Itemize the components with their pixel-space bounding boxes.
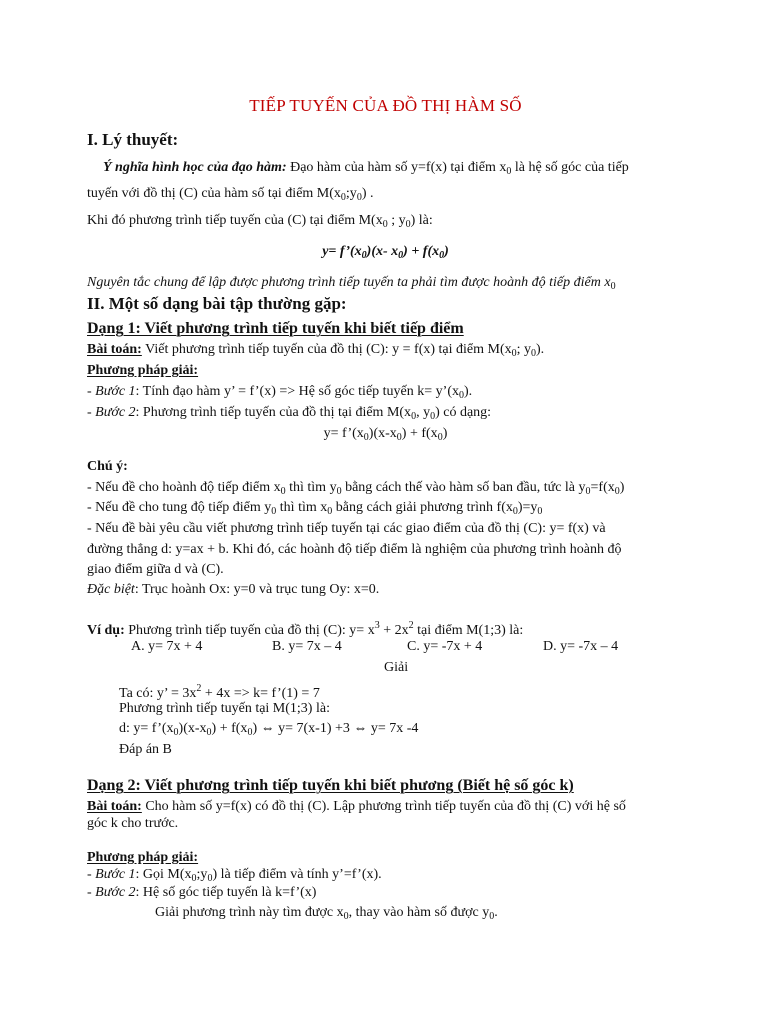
- body-text: : Trục hoành Ox: y=0 và trục tung Oy: x=0.: [134, 582, 380, 597]
- body-text: : Tính đạo hàm y’ = f’(x) => Hệ số góc tiếp tuyến k= y’(x: [135, 384, 459, 399]
- subscript: 0: [411, 411, 417, 422]
- body-text: Cho hàm số y=f(x) có đồ thị (C). Lập phương trình tiếp tuyến của đồ thị (C) với hệ số: [141, 799, 626, 814]
- subscript: 0: [405, 219, 411, 230]
- principle-line: [87, 274, 684, 296]
- dang-2-method-label: Phương pháp giải:: [87, 850, 199, 865]
- body-text: ) có dạng:: [435, 405, 492, 420]
- body-text: .: [494, 905, 498, 920]
- body-text: ).: [536, 342, 545, 357]
- subscript: 0: [340, 192, 346, 203]
- note-1: [87, 479, 684, 501]
- dang-1-step-2-formula: [87, 425, 684, 447]
- meaning-label: Ý nghĩa hình học của đạo hàm:: [103, 160, 287, 175]
- note-3-line-2: đường thẳng d: y=ax + b. Khi đó, các hoành độ tiếp điểm là nghiệm của phương trình hoành độ: [87, 542, 622, 557]
- step-label: Bước 2: [95, 405, 136, 420]
- dang-1-step-1: [87, 383, 684, 405]
- body-text: bằng cách giải phương trình f(x: [332, 500, 513, 515]
- subscript: 0: [531, 348, 537, 359]
- bullet: -: [87, 885, 96, 900]
- body-text: Khi đó phương trình tiếp tuyến của (C) tại điểm M(x: [87, 213, 383, 228]
- formula-text: y= f’(x: [322, 244, 362, 259]
- body-text: - Nếu đề cho tung độ tiếp điểm y: [87, 500, 272, 515]
- note-3-line-3: giao điểm giữa d và (C).: [87, 562, 224, 577]
- body-text: bằng cách thế vào hàm số ban đầu, tức là y: [341, 480, 586, 495]
- body-text: Phương trình tiếp tuyến của đồ thị (C): y= x: [124, 623, 375, 638]
- option-a: A. y= 7x + 4: [131, 639, 203, 654]
- body-text: )(x-x: [178, 721, 207, 736]
- subscript: 0: [398, 250, 404, 261]
- superscript: 3: [374, 620, 380, 631]
- then-line: [87, 212, 684, 234]
- meaning-text: ;y: [345, 186, 357, 201]
- formula-text: )(x-x: [368, 426, 397, 441]
- subscript: 0: [382, 219, 388, 230]
- body-text: , thay vào hàm số được y: [348, 905, 490, 920]
- step-label: Bước 1: [95, 867, 136, 882]
- subscript: 0: [439, 250, 445, 261]
- body-text: )=y: [517, 500, 538, 515]
- subscript: 0: [506, 166, 512, 177]
- body-text: + 2x: [379, 623, 409, 638]
- dang-2-problem-line-1: [87, 798, 684, 816]
- subscript: 0: [363, 432, 369, 443]
- body-text: ; y: [387, 213, 406, 228]
- bullet: -: [87, 405, 96, 420]
- option-d: D. y= -7x – 4: [543, 639, 619, 654]
- subscript: 0: [191, 873, 197, 884]
- step-label: Bước 1: [95, 384, 136, 399]
- answer-line: Đáp án B: [119, 742, 172, 757]
- section-1-heading: I. Lý thuyết:: [87, 130, 179, 149]
- subscript: 0: [327, 506, 333, 517]
- bullet: -: [87, 384, 96, 399]
- option-b: B. y= 7x – 4: [272, 639, 342, 654]
- step-label: Bước 2: [95, 885, 136, 900]
- body-text: - Nếu đề cho hoành độ tiếp điểm x: [87, 480, 281, 495]
- subscript: 0: [173, 727, 179, 738]
- section-2-heading: II. Một số dạng bài tập thường gặp:: [87, 294, 347, 313]
- subscript: 0: [206, 727, 212, 738]
- note-label: Chú ý:: [87, 459, 128, 474]
- subscript: 0: [343, 911, 349, 922]
- body-text: tại điểm M(1;3) là:: [413, 623, 524, 638]
- body-text: ): [619, 480, 625, 495]
- subscript: 0: [430, 411, 436, 422]
- principle-text: Nguyên tắc chung để lập được phương trình tiếp tuyến ta phải tìm được hoành độ tiếp điểm x: [87, 275, 611, 290]
- note-3-line-1: - Nếu đề bài yêu cầu viết phương trình tiếp tuyến tại các giao điểm của đồ thị (C): y= f(x) và: [87, 521, 606, 536]
- body-text: Giải phương trình này tìm được x: [155, 905, 344, 920]
- body-text: Viết phương trình tiếp tuyến của đồ thị (C): y = f(x) tại điểm M(x: [141, 342, 512, 357]
- formula-text: )(x- x: [366, 244, 399, 259]
- dang-2-heading: Dạng 2: Viết phương trình tiếp tuyến khi biết phương (Biết hệ số góc k): [87, 777, 574, 794]
- formula-text: y= f’(x: [323, 426, 364, 441]
- body-text: thì tìm y: [285, 480, 337, 495]
- subscript: 0: [585, 486, 591, 497]
- body-text: , y: [416, 405, 431, 420]
- meaning-line-1: [103, 159, 684, 181]
- problem-label: Bài toán:: [87, 342, 142, 357]
- subscript: 0: [280, 486, 286, 497]
- subscript: 0: [489, 911, 495, 922]
- subscript: 0: [458, 390, 464, 401]
- dang-2-step-2: [87, 884, 684, 902]
- formula-text: ): [444, 244, 449, 259]
- subscript: 0: [336, 486, 342, 497]
- body-text: ) ⇔ y= 7(x-1) +3 ⇔ y= 7x -4: [252, 721, 419, 736]
- formula-text: ) + f(x: [401, 426, 438, 441]
- subscript: 0: [207, 873, 213, 884]
- special-line: [87, 581, 684, 599]
- body-text: ) là tiếp điểm và tính y’=f’(x).: [212, 867, 382, 882]
- note-2: [87, 499, 684, 521]
- dang-2-step-3: [155, 904, 684, 926]
- subscript: 0: [614, 486, 620, 497]
- superscript: 2: [408, 620, 414, 631]
- subscript: 0: [361, 250, 367, 261]
- solution-line-2: Phương trình tiếp tuyến tại M(1;3) là:: [119, 701, 330, 716]
- subscript: 0: [537, 506, 543, 517]
- body-text: : Gọi M(x: [135, 867, 192, 882]
- subscript: 0: [247, 727, 253, 738]
- subscript: 0: [396, 432, 402, 443]
- body-text: Ta có: y’ = 3x: [119, 686, 197, 701]
- subscript: 0: [437, 432, 443, 443]
- subscript: 0: [610, 281, 616, 292]
- page-title: TIẾP TUYẾN CỦA ĐỒ THỊ HÀM SỐ: [249, 96, 522, 115]
- body-text: thì tìm x: [276, 500, 328, 515]
- body-text: ) là:: [410, 213, 433, 228]
- example-label: Ví dụ:: [87, 623, 125, 638]
- superscript: 2: [196, 683, 202, 694]
- problem-label: Bài toán:: [87, 799, 142, 814]
- option-c: C. y= -7x + 4: [407, 639, 483, 654]
- meaning-text: ) .: [361, 186, 374, 201]
- dang-1-problem: [87, 341, 684, 363]
- tangent-formula: [87, 243, 684, 265]
- formula-text: ): [442, 426, 448, 441]
- dang-1-step-2: [87, 404, 684, 426]
- meaning-text: tuyến với đồ thị (C) của hàm số tại điểm M(x: [87, 186, 341, 201]
- subscript: 0: [511, 348, 517, 359]
- meaning-line-2: [87, 185, 684, 207]
- example-question: [87, 617, 684, 640]
- body-text: ).: [463, 384, 473, 399]
- subscript: 0: [512, 506, 518, 517]
- body-text: ; y: [516, 342, 532, 357]
- body-text: ) + f(x: [211, 721, 248, 736]
- body-text: : Phương trình tiếp tuyến của đồ thị tại điểm M(x: [135, 405, 412, 420]
- body-text: + 4x => k= f’(1) = 7: [201, 686, 320, 701]
- bullet: -: [87, 867, 96, 882]
- subscript: 0: [356, 192, 362, 203]
- solution-label: Giải: [384, 660, 409, 675]
- dang-1-heading: Dạng 1: Viết phương trình tiếp tuyến khi biết tiếp điểm: [87, 320, 464, 337]
- solution-line-3: [119, 720, 684, 742]
- subscript: 0: [271, 506, 277, 517]
- formula-text: ) + f(x: [403, 244, 440, 259]
- body-text: : Hệ số góc tiếp tuyến là k=f’(x): [135, 885, 317, 900]
- meaning-text: là hệ số góc của tiếp: [511, 160, 629, 175]
- meaning-text: Đạo hàm của hàm số y=f(x) tại điểm x: [286, 160, 507, 175]
- body-text: ;y: [196, 867, 208, 882]
- dang-2-problem-line-2: góc k cho trước.: [87, 816, 179, 831]
- special-label: Đặc biệt: [87, 582, 135, 597]
- dang-1-method-label: Phương pháp giải:: [87, 363, 199, 378]
- body-text: d: y= f’(x: [119, 721, 174, 736]
- body-text: =f(x: [590, 480, 615, 495]
